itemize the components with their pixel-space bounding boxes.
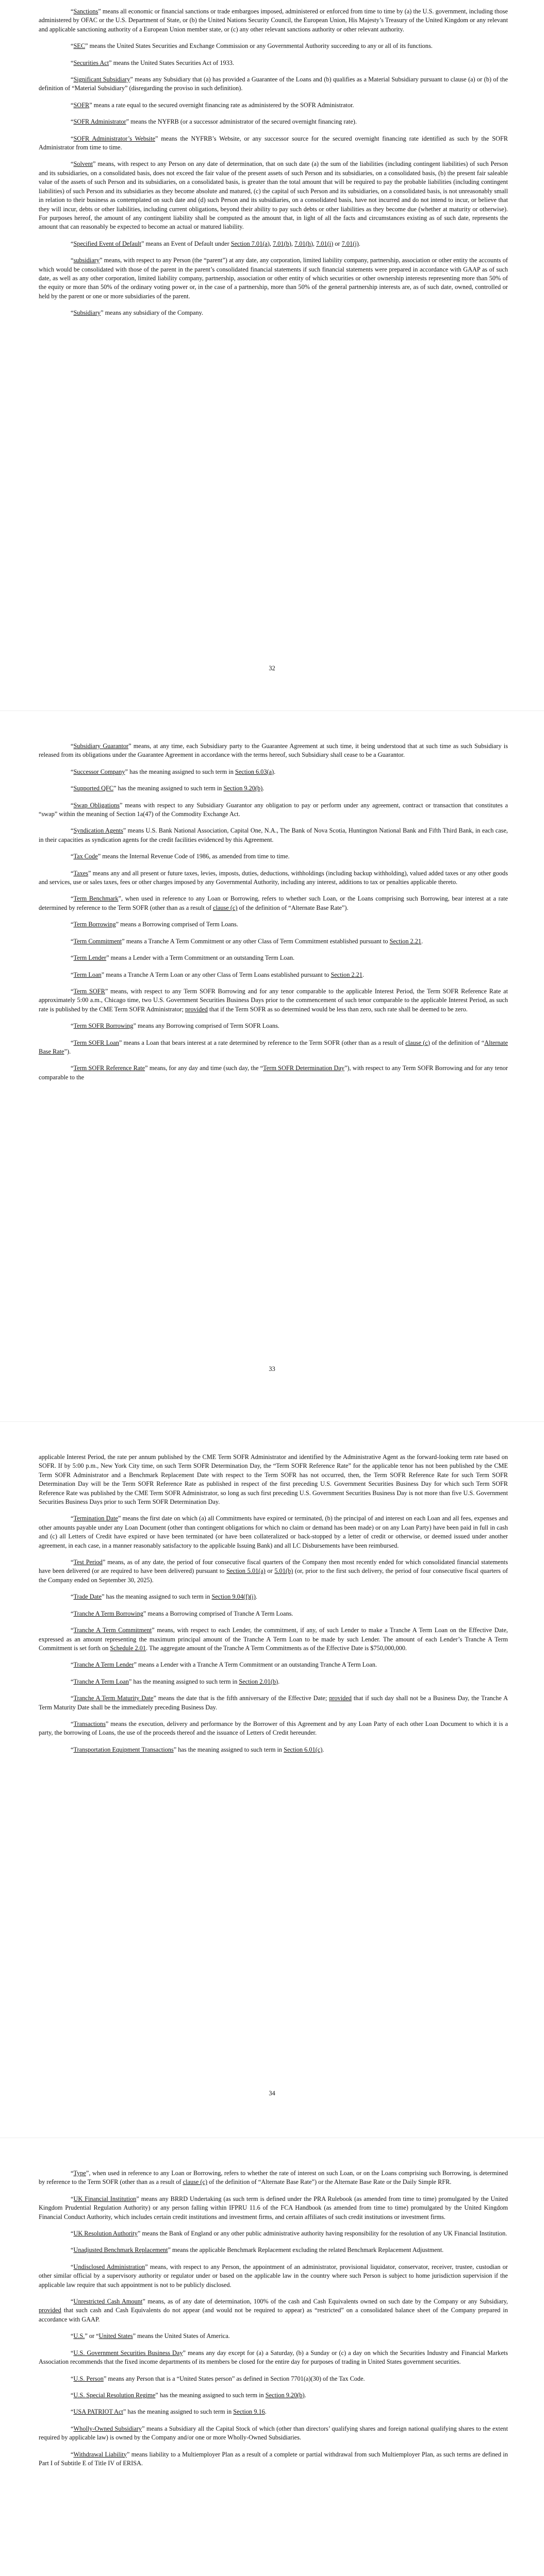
paragraph-text: ” means with respect to any Subsidiary Guarantor any obligation to pay or perform under any agreement, contract or transaction that constitutes a “swap” within the meaning of Section 1a(47) of the Commodity Exchange Act.	[39, 801, 508, 818]
paragraph-text: ” means the execution, delivery and performance by the Borrower of this Agreement and by any Loan Party of each other Loan Document to which it is a party, the borrowing of Loans, the use of the proceeds thereof and the issuance of Letters of Credit hereunder.	[39, 1720, 508, 1737]
paragraph-text: “	[71, 8, 74, 15]
defined-term: Undisclosed Administration	[73, 2263, 145, 2270]
defined-term: Sanctions	[73, 8, 98, 15]
paragraph-text: ” has the meaning assigned to such term in	[155, 2391, 266, 2399]
paragraph-text: “	[71, 1626, 74, 1634]
cross-reference: 5.01(b)	[274, 1567, 293, 1575]
paragraph-text: “	[71, 785, 74, 792]
defined-term: Transactions	[73, 1720, 106, 1727]
defined-term: Successor Company	[73, 768, 125, 775]
defined-term: Tranche A Term Borrowing	[73, 1609, 143, 1617]
paragraph-text: ” means liability to a Multiemployer Plan as a result of a complete or partial withdrawal from such Multiemployer Plan, as such terms are defined in Part I of Subtitle E of Title IV of ERISA.	[39, 2450, 508, 2467]
paragraph-text: ,	[312, 240, 317, 247]
paragraph-text: .	[362, 971, 365, 978]
defined-term: Supported QFC	[73, 785, 114, 792]
paragraph-text: “	[71, 160, 74, 168]
definition-paragraph	[39, 1745, 508, 1754]
defined-term: Type	[73, 2170, 86, 2177]
paragraph-text: ”).	[64, 1047, 71, 1055]
page-body	[39, 2169, 508, 2476]
paragraph-text: ” means the Internal Revenue Code of 1986, as amended from time to time.	[97, 853, 290, 860]
defined-term: U.S. Government Securities Business Day	[73, 2349, 183, 2357]
paragraph-text: ” means the Bank of England or any other public administrative authority having responsibility for the resolution of any UK Financial Institution.	[137, 2230, 507, 2238]
defined-term: provided	[185, 1005, 208, 1013]
cross-reference: Section 6.01(c)	[284, 1745, 323, 1753]
paragraph-text: “	[71, 827, 74, 835]
definition-paragraph	[39, 801, 508, 819]
paragraph-text: ,	[269, 240, 273, 247]
defined-term: SOFR Administrator’s Website	[73, 134, 155, 142]
paragraph-text: .	[278, 1677, 280, 1685]
definition-paragraph	[39, 869, 508, 887]
paragraph-text: of the definition of “Alternate Base Rate”) or the Alternate Base Rate or the Daily Simple RFR.	[207, 2178, 452, 2186]
defined-term: Tranche A Term Commitment	[73, 1626, 152, 1634]
definition-paragraph	[39, 1592, 508, 1601]
paragraph-text: “	[71, 853, 74, 860]
paragraph-text: .	[255, 1593, 257, 1601]
cross-reference: Section 5.01(a)	[226, 1567, 266, 1575]
paragraph-text: ” means, with respect to any Person on any date of determination, that on such date (a) the sum of the liabilities (including contingent liabilities) of such Person and its subsidiaries, on a consolidated basis, does not exceed the fair value of the present assets of such Person and its subsidiaries, on a consolidated basis, (b) the present fair saleable value of the assets of such Person and its subsidiaries, on a consolidated basis, is greater than the total amount that will be required to pay the probable liabilities (including contingent liabilities) of such Person and its subsidiaries as they become absolute and matured, (c) the capital of such Person and its subsidiaries, on a consolidated basis, is not unreasonably small in relation to their business as contemplated on such date and (d) such Person and its subsidiaries, on a consolidated basis, have not incurred and do not intend to incur, or believe that they will incur, debts or other liabilities, including current obligations, beyond their ability to pay such debts or other liabilities as they become due (whether at maturity or otherwise). For purposes hereof, the amount of any contingent liability shall be computed as the amount that, in light of all the facts and circumstances existing as of such date, represents the amount that can reasonably be expected to become an actual or matured liability.	[39, 160, 508, 231]
definition-paragraph	[39, 1609, 508, 1618]
paragraph-text: “	[71, 801, 74, 809]
definition-paragraph	[39, 2195, 508, 2222]
paragraph-text: “	[71, 895, 74, 903]
paragraph-text: “	[71, 2375, 74, 2382]
defined-term: Term Loan	[73, 971, 102, 978]
defined-term: Tax Code	[73, 853, 98, 860]
paragraph-text: “	[71, 1694, 74, 1702]
paragraph-text: ” means all economic or financial sanctions or trade embargoes imposed, administered or enforced from time to time by (a) the U.S. government, including those administered by OFAC or the U.S. Department of State, or (b) the United Nations Security Council, the European Union, His Majesty’s Treasury of the United Kingdom or any relevant and applicable sanctioning authority of a European Union member state, or (c) any other relevant sanctions authority or other relevant authority.	[39, 8, 508, 33]
paragraph-text: or	[333, 240, 342, 247]
paragraph-text: ” means, with respect to each Lender, the commitment, if any, of such Lender to make a Tranche A Term Loan on the Effective Date, expressed as an amount representing the maximum principal amount of the Tranche A Term Loan to be made by such Lender. The amount of each Lender’s Tranche A Term Commitment is set forth on	[39, 1626, 508, 1652]
definition-paragraph	[39, 1453, 508, 1506]
definition-paragraph	[39, 160, 508, 231]
definition-paragraph	[39, 2408, 508, 2416]
paragraph-text: ” means a Loan that bears interest at a rate determined by reference to the Term SOFR (other than as a result of	[119, 1039, 406, 1046]
paragraph-text: “	[71, 1677, 74, 1685]
defined-term: Tranche A Term Maturity Date	[73, 1694, 154, 1702]
definition-paragraph	[39, 920, 508, 929]
paragraph-text: ” means the date that is the fifth anniversary of the Effective Date;	[153, 1694, 329, 1702]
paragraph-text: ” means any day except for (a) a Saturday, (b) a Sunday or (c) a day on which the Securities Industry and Financial Markets Association recommends that the fixed income departments of its members be closed for the entire day for purposes of trading in United States government securities.	[39, 2349, 508, 2366]
paragraph-text: “	[71, 1064, 74, 1072]
paragraph-text: “	[71, 1745, 74, 1753]
paragraph-text: ”), with respect to any Term SOFR Borrowing and for any tenor comparable to the	[39, 1064, 508, 1081]
defined-term: Term SOFR Borrowing	[73, 1022, 134, 1030]
paragraph-text: “	[71, 101, 74, 109]
definition-paragraph	[39, 2169, 508, 2187]
paragraph-text: “	[71, 1039, 74, 1046]
paragraph-text: “	[71, 42, 74, 50]
paragraph-text: “	[71, 240, 74, 247]
definition-paragraph	[39, 2450, 508, 2468]
defined-term: Wholly-Owned Subsidiary	[73, 2425, 142, 2432]
paragraph-text: ” means a Lender with a Tranche A Term Commitment or an outstanding Tranche A Term Loan.	[134, 1661, 377, 1669]
definition-paragraph	[39, 971, 508, 979]
cross-reference: clause (c)	[405, 1039, 430, 1046]
defined-term: Unrestricted Cash Amount	[73, 2298, 143, 2306]
definition-paragraph	[39, 2425, 508, 2443]
definition-paragraph	[39, 2332, 508, 2341]
page-35	[0, 2138, 544, 2576]
paragraph-text: of the definition of “Alternate Base Rate”).	[237, 904, 349, 911]
paragraph-text: .	[274, 768, 276, 775]
defined-term: USA PATRIOT Act	[73, 2408, 123, 2416]
defined-term: Solvent	[73, 160, 93, 168]
defined-term: Term SOFR	[73, 987, 105, 995]
paragraph-text: ” has the meaning assigned to such term in	[125, 768, 235, 775]
paragraph-text: ” has the meaning assigned to such term in	[102, 1593, 212, 1601]
paragraph-text: “	[71, 2263, 74, 2270]
definition-paragraph	[39, 1039, 508, 1057]
paragraph-text: ”, when used in reference to any Loan or Borrowing, refers to whether such Loan, or the Loans comprising such Borrowing, bear interest at a rate determined by reference to the Term SOFR (other than as a result of	[39, 895, 508, 911]
defined-term: Test Period	[73, 1558, 103, 1566]
definition-paragraph	[39, 894, 508, 912]
defined-term: Unadjusted Benchmark Replacement	[73, 2246, 168, 2254]
paragraph-text: “	[71, 1558, 74, 1566]
paragraph-text: “	[71, 937, 74, 945]
paragraph-text: ” means an Event of Default under	[141, 240, 231, 247]
defined-term: Transportation Equipment Transactions	[73, 1745, 174, 1753]
paragraph-text: ”, when used in reference to any Loan or Borrowing, refers to whether the rate of interest on such Loan, or on the Loans comprising such Borrowing, is determined by reference to the Term SOFR (other than as a result of	[39, 2170, 508, 2186]
paragraph-text: ” means a Lender with a Term Commitment or an outstanding Term Loan.	[106, 954, 295, 962]
paragraph-text: ” means a Tranche A Term Loan or any other Class of Term Loans established pursuant to	[101, 971, 331, 978]
paragraph-text: ” means, as of any date, the period of four consecutive fiscal quarters of the Company then most recently ended for which consolidated financial statements have been delivered (or are required to have been delivered) pursuant to	[39, 1558, 508, 1575]
paragraph-text: ” means the NYFRB’s Website, or any successor source for the secured overnight financing rate identified as such by the SOFR Administrator from time to time.	[39, 134, 508, 151]
cross-reference: Section 2.21	[331, 971, 362, 978]
paragraph-text: “	[71, 987, 74, 995]
paragraph-text: that if such day shall not be a Business Day, the Tranche A Term Maturity Date shall be the immediately preceding Business Day.	[39, 1694, 508, 1711]
defined-term: Taxes	[73, 869, 88, 877]
paragraph-text: “	[71, 768, 74, 775]
paragraph-text: “	[71, 2246, 74, 2254]
paragraph-text: ” means any BRRD Undertaking (as such term is defined under the PRA Rulebook (as amended from time to time) promulgated by the United Kingdom Prudential Regulation Authority) or any person falling within IFPRU 11.6 of the FCA Handbook (as amended from time to time) promulgated by the United Kingdom Financial Conduct Authority, which includes certain credit institutions and investment firms, and certain affiliates of such credit institutions or investment firms.	[39, 2195, 508, 2221]
definition-paragraph	[39, 1022, 508, 1030]
cross-reference: clause (c)	[213, 904, 238, 911]
paragraph-text: .	[358, 240, 360, 247]
definition-paragraph	[39, 1694, 508, 1712]
defined-term: Tranche A Term Loan	[73, 1677, 129, 1685]
paragraph-text: applicable Interest Period, the rate per annum published by the CME Term SOFR Administrator and identified by the Administrative Agent as the forward-looking term rate based on SOFR. If by 5:00 p.m., New York City time, on such Term SOFR Determination Day, the “Term SOFR Reference Rate” for the applicable tenor has not been published by the CME Term SOFR Administrator and a Benchmark Replacement Date with respect to the Term SOFR has not occurred, then, the Term SOFR Reference Rate for such Term SOFR Determination Day will be the Term SOFR Reference Rate as published in respect of the first preceding U.S. Government Securities Business Day for which such Term SOFR Reference Rate was published by the CME Term SOFR Administrator, so long as such first preceding U.S. Government Securities Business Day is not more than five U.S. Government Securities Business Days prior to such Term SOFR Determination Day.	[39, 1453, 508, 1506]
defined-term: Term Borrowing	[73, 921, 116, 928]
paragraph-text: ” means, as of any date of determination, 100% of the cash and Cash Equivalents owned on such date by the Company or any Subsidiary,	[142, 2298, 508, 2306]
cross-reference: 7.01(h)	[294, 240, 313, 247]
defined-term: Term Lender	[73, 954, 107, 962]
paragraph-text: “	[71, 2298, 74, 2306]
definition-paragraph	[39, 2297, 508, 2324]
definition-paragraph	[39, 134, 508, 152]
paragraph-text: “	[71, 2408, 74, 2416]
paragraph-text: ” means any and all present or future taxes, levies, imposts, duties, deductions, withholdings (including backup withholding), valued added taxes or any other goods and services, use or sales taxes, fees or other charges imposed by any Governmental Authority, including any interest, additions to tax or penalties applicable thereto.	[39, 869, 508, 886]
definition-paragraph	[39, 2349, 508, 2367]
definition-paragraph	[39, 2375, 508, 2383]
defined-term: Withdrawal Liability	[73, 2450, 127, 2458]
cross-reference: Section 9.20(b)	[223, 785, 263, 792]
paragraph-text: ” means any Person that is a “United States person” as defined in Section 7701(a)(30) of the Tax Code.	[103, 2375, 365, 2382]
paragraph-text: “	[71, 742, 74, 750]
paragraph-text: ” means U.S. Bank National Association, Capital One, N.A., The Bank of Nova Scotia, Huntington National Bank and Fifth Third Bank, in each case, in their capacities as syndication agents for the credit facilities evidenced by this Agreement.	[39, 827, 508, 843]
defined-term: Securities Act	[73, 59, 109, 66]
cross-reference: Section 9.04(f)(i)	[211, 1593, 256, 1601]
paragraph-text: ” means the first date on which (a) all Commitments have expired or terminated, (b) the principal of and interest on each Loan and all fees, expenses and other amounts payable under any Loan Document (other than contingent obligations for which no claim or demand has been made) or on any Loan Party) have been paid in full in cash and (c) all Letters of Credit have expired or have been terminated (or have been collateralized or back-stopped by a letter of credit or otherwise, or deemed issued under another agreement, in each case, in a manner reasonably satisfactory to the applicable Issuing Bank) and all LC Disbursements have been reimbursed.	[39, 1515, 508, 1549]
paragraph-text: .	[262, 785, 265, 792]
paragraph-text: “	[71, 971, 74, 978]
page-34	[0, 1422, 544, 2138]
definition-paragraph	[39, 1677, 508, 1686]
definition-paragraph	[39, 1064, 508, 1082]
paragraph-text: ,	[291, 240, 295, 247]
paragraph-text: “	[71, 954, 74, 962]
paragraph-text: “	[71, 2170, 74, 2177]
definition-paragraph	[39, 42, 508, 50]
paragraph-text: that such cash and Cash Equivalents do not appear (and would not be required to appear) as “restricted” on a consolidated balance sheet of the Company prepared in accordance with GAAP.	[39, 2307, 508, 2323]
paragraph-text: “	[71, 2230, 74, 2238]
paragraph-text: ” means the United States Securities Act of 1933.	[109, 59, 234, 66]
paragraph-text: or	[265, 1567, 275, 1575]
defined-term: UK Financial Institution	[73, 2195, 137, 2202]
cross-reference: clause (c)	[183, 2178, 208, 2186]
definition-paragraph	[39, 1626, 508, 1653]
paragraph-text: .	[304, 2391, 306, 2399]
page-32	[0, 0, 544, 711]
defined-term: Subsidiary	[73, 309, 101, 317]
paragraph-text: ” means a Subsidiary all the Capital Stock of which (other than directors’ qualifying shares and foreign national qualifying shares to the extent required by applicable law) is owned by the Company and/or one or more Wholly-Owned Subsidiaries.	[39, 2425, 508, 2442]
paragraph-text: . The aggregate amount of the Tranche A Term Commitments as of the Effective Date is $750,000,000.	[146, 1644, 407, 1652]
page-33	[0, 711, 544, 1422]
paragraph-text: “	[71, 1609, 74, 1617]
defined-term: U.S.	[73, 2332, 85, 2340]
paragraph-text: “	[71, 869, 74, 877]
cross-reference: Section 2.01(b)	[239, 1677, 278, 1685]
defined-term: Tranche A Term Lender	[73, 1661, 134, 1669]
paragraph-text: that if the Term SOFR as so determined would be less than zero, such rate shall be deemed to be zero.	[207, 1005, 468, 1013]
paragraph-text: “	[71, 2349, 74, 2357]
defined-term: Term Commitment	[73, 937, 122, 945]
defined-term: provided	[39, 2307, 61, 2314]
paragraph-text: ” means a Borrowing comprised of Tranche A Term Loans.	[143, 1609, 293, 1617]
defined-term: Term SOFR Reference Rate	[73, 1064, 145, 1072]
definition-paragraph	[39, 742, 508, 760]
paragraph-text: “	[71, 921, 74, 928]
paragraph-text: ” has the meaning assigned to such term in	[123, 2408, 234, 2416]
page-body	[39, 7, 508, 326]
paragraph-text: ” means the applicable Benchmark Replacement excluding the related Benchmark Replacement Adjustment.	[168, 2246, 444, 2254]
defined-term: U.S. Person	[73, 2375, 104, 2382]
definition-paragraph	[39, 1514, 508, 1550]
paragraph-text: “	[71, 134, 74, 142]
defined-term: Subsidiary Guarantor	[73, 742, 129, 750]
definition-paragraph	[39, 75, 508, 93]
defined-term: provided	[329, 1694, 352, 1702]
defined-term: Term Benchmark	[73, 895, 119, 903]
defined-term: Syndication Agents	[73, 827, 123, 835]
definition-paragraph	[39, 2263, 508, 2290]
paragraph-text: “	[71, 1661, 74, 1669]
page-body	[39, 1453, 508, 1762]
definition-paragraph	[39, 7, 508, 34]
paragraph-text: ” means the NYFRB (or a successor administrator of the secured overnight financing rate).	[126, 118, 357, 126]
page-number: 33	[269, 1365, 275, 1372]
paragraph-text: ” means, with respect to any Person (the “parent”) at any date, any corporation, limited liability company, partnership, association or other entity the accounts of which would be consolidated with those of the parent in the parent’s consolidated financial statements if such financial statements were prepared in accordance with GAAP as of such date, as well as any other corporation, limited liability company, partnership, association or other entity of which securities or other ownership interests representing more than 50% of the equity or more than 50% of the ordinary voting power or, in the case of a partnership, more than 50% of the general partnership interests are, as of such date, owned, controlled or held by the parent or one or more subsidiaries of the parent.	[39, 257, 508, 300]
definition-paragraph	[39, 101, 508, 110]
paragraph-text: .	[265, 2408, 267, 2416]
paragraph-text: ” means, with respect to any Term SOFR Borrowing and for any tenor comparable to the applicable Interest Period, the Term SOFR Reference Rate at approximately 5:00 a.m., Chicago time, two U.S. Government Securities Business Days prior to the commencement of such tenor comparable to the applicable Interest Period, as such rate is published by the CME Term SOFR Administrator;	[39, 987, 508, 1013]
defined-term: SOFR	[73, 101, 90, 109]
paragraph-text: ” means, for any day and time (such day, the “	[145, 1064, 263, 1072]
defined-term: Termination Date	[73, 1515, 118, 1522]
paragraph-text: “	[71, 309, 74, 317]
defined-term: SOFR Administrator	[73, 118, 126, 126]
cross-reference: Section 6.03(a)	[235, 768, 274, 775]
defined-term: SEC	[73, 42, 86, 50]
paragraph-text: “	[71, 118, 74, 126]
page-number: 32	[269, 665, 275, 672]
paragraph-text: ” means a Borrowing comprised of Term Loans.	[116, 921, 238, 928]
paragraph-text: ” has the meaning assigned to such term in	[128, 1677, 239, 1685]
page-number: 34	[269, 2090, 275, 2097]
paragraph-text: ” means, with respect to any Person, the appointment of an administrator, provisional liquidator, conservator, receiver, trustee, custodian or other similar official by a supervisory authority or regulator under or based on the applicable law in the country where such Person is subject to home jurisdiction supervision if the applicable law require that such appointment is not to be publicly disclosed.	[39, 2263, 508, 2289]
paragraph-text: ” means the United States Securities and Exchange Commission or any Governmental Authority succeeding to any or all of its functions.	[85, 42, 433, 50]
paragraph-text: (or, prior to the first such delivery, the period of four consecutive fiscal quarters of the Company ended on September 30, 2025).	[39, 1567, 508, 1584]
definition-paragraph	[39, 768, 508, 776]
cross-reference: Section 9.20(b)	[265, 2391, 305, 2399]
paragraph-text: ” or “	[85, 2332, 99, 2340]
definition-paragraph	[39, 2246, 508, 2255]
paragraph-text: .	[421, 937, 423, 945]
cross-reference: Section 7.01(a)	[230, 240, 270, 247]
paragraph-text: “	[71, 1720, 74, 1727]
paragraph-text: “	[71, 59, 74, 66]
definition-paragraph	[39, 937, 508, 946]
paragraph-text: “	[71, 76, 74, 83]
paragraph-text: ” means a Tranche A Term Commitment or any other Class of Term Commitment established pursuant to	[122, 937, 390, 945]
paragraph-text: ” means the United States of America.	[133, 2332, 230, 2340]
defined-term: UK Resolution Authority	[73, 2230, 138, 2238]
paragraph-text: “	[71, 1022, 74, 1030]
defined-term: U.S. Special Resolution Regime	[73, 2391, 156, 2399]
defined-term: subsidiary	[73, 257, 100, 264]
defined-term: Significant Subsidiary	[73, 76, 130, 83]
paragraph-text: “	[71, 2391, 74, 2399]
cross-reference: Section 2.21	[389, 937, 422, 945]
cross-reference: Schedule 2.01	[110, 1644, 146, 1652]
definition-paragraph	[39, 256, 508, 301]
definition-paragraph	[39, 1558, 508, 1585]
defined-term: Trade Date	[73, 1593, 102, 1601]
paragraph-text: “	[71, 1515, 74, 1522]
cross-reference: 7.01(j)	[341, 240, 359, 247]
paragraph-text: “	[71, 2450, 74, 2458]
paragraph-text: “	[71, 2425, 74, 2432]
paragraph-text: “	[71, 2332, 74, 2340]
definition-paragraph	[39, 1660, 508, 1669]
paragraph-text: of the definition of “	[430, 1039, 485, 1046]
paragraph-text: “	[71, 257, 74, 264]
defined-term: United States	[98, 2332, 133, 2340]
paragraph-text: ” means any subsidiary of the Company.	[101, 309, 204, 317]
cross-reference: Section 9.16	[233, 2408, 265, 2416]
definition-paragraph	[39, 59, 508, 67]
paragraph-text: ” means any Borrowing comprised of Term SOFR Loans.	[133, 1022, 279, 1030]
paragraph-text: ” has the meaning assigned to such term in	[113, 785, 224, 792]
definition-paragraph	[39, 826, 508, 844]
defined-term: Term SOFR Determination Day	[263, 1064, 344, 1072]
definition-paragraph	[39, 1720, 508, 1738]
definition-paragraph	[39, 117, 508, 126]
paragraph-text: “	[71, 1593, 74, 1601]
definition-paragraph	[39, 784, 508, 793]
paragraph-text: ” means a rate equal to the secured overnight financing rate as administered by the SOFR Administrator.	[89, 101, 354, 109]
definition-paragraph	[39, 954, 508, 962]
cross-reference: 7.01(i)	[316, 240, 334, 247]
defined-term: Term SOFR Loan	[73, 1039, 119, 1046]
definition-paragraph	[39, 240, 508, 248]
defined-term: Alternate Base Rate	[39, 1039, 508, 1055]
definition-paragraph	[39, 987, 508, 1014]
paragraph-text: ” means, at any time, each Subsidiary party to the Guarantee Agreement at such time, it being understood that at such time as such Subsidiary is released from its obligations under the Guarantee Agreement in accordance with the terms hereof, such Subsidiary shall cease to be a Guarantor.	[39, 742, 508, 759]
defined-term: Swap Obligations	[73, 801, 120, 809]
definition-paragraph	[39, 2391, 508, 2400]
definition-paragraph	[39, 309, 508, 317]
defined-term: Specified Event of Default	[73, 240, 141, 247]
page-body	[39, 742, 508, 1090]
paragraph-text: “	[71, 2195, 74, 2202]
cross-reference: 7.01(b)	[273, 240, 291, 247]
paragraph-text: ” has the meaning assigned to such term in	[173, 1745, 284, 1753]
paragraph-text: ” means any Subsidiary that (a) has provided a Guarantee of the Loans and (b) qualifies as a Material Subsidiary pursuant to clause (a) or (b) of the definition of “Material Subsidiary” (disregarding the proviso in such definition).	[39, 76, 508, 92]
paragraph-text: .	[322, 1745, 324, 1753]
definition-paragraph	[39, 2229, 508, 2238]
definition-paragraph	[39, 852, 508, 861]
